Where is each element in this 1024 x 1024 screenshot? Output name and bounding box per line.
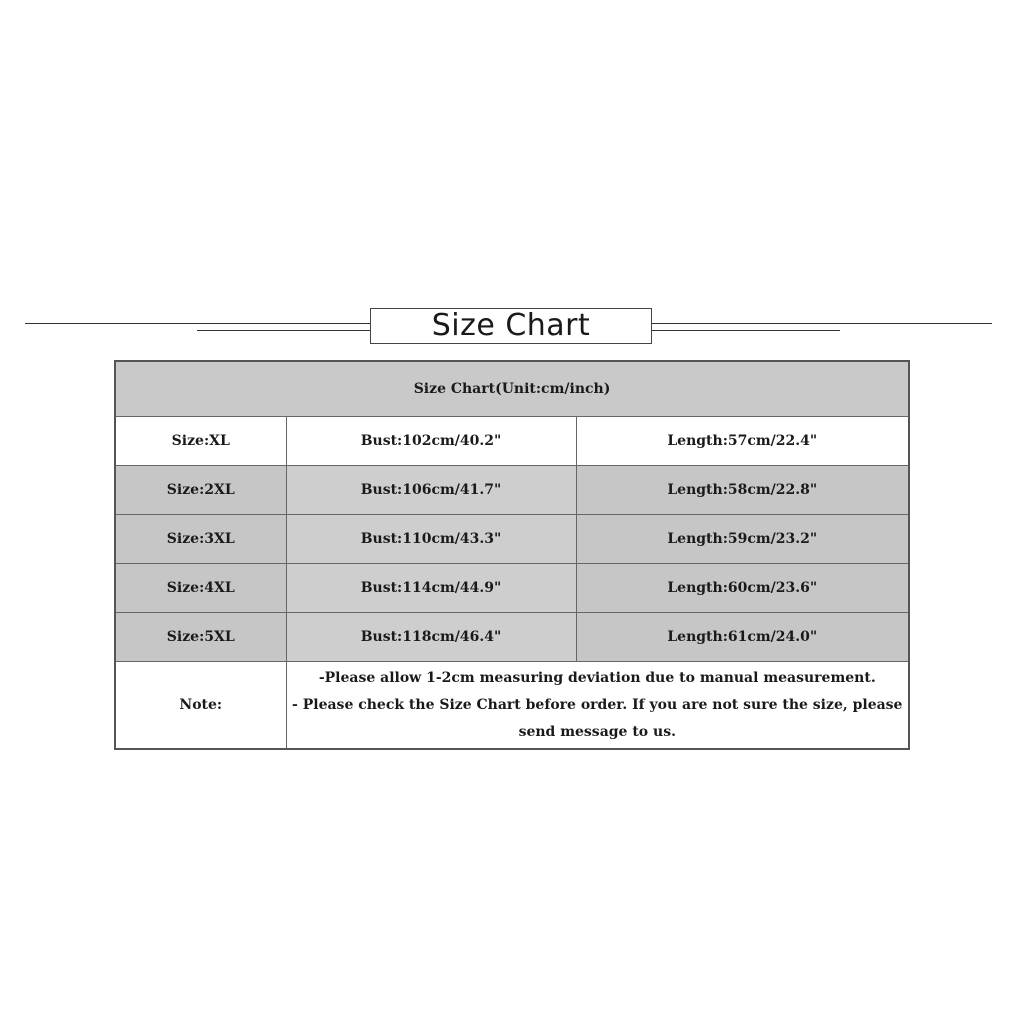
- title-box: [370, 308, 652, 344]
- size-cell: Size:XL: [115, 417, 286, 466]
- size-cell: Size:2XL: [115, 466, 286, 515]
- bust-cell: Bust:102cm/40.2": [286, 417, 576, 466]
- note-line-1: -Please allow 1-2cm measuring deviation due to manual measurement.: [318, 669, 876, 686]
- table-row: [115, 417, 909, 466]
- size-cell: Size:3XL: [115, 515, 286, 564]
- table-row: [115, 613, 909, 662]
- note-line-2: - Please check the Size Chart before order. If you are not sure the size, please send message to us.: [292, 696, 903, 740]
- size-cell: Size:4XL: [115, 564, 286, 613]
- table-row: [115, 466, 909, 515]
- bust-cell: Bust:118cm/46.4": [286, 613, 576, 662]
- note-row: [115, 662, 909, 750]
- length-cell: Length:60cm/23.6": [576, 564, 909, 613]
- bust-cell: Bust:106cm/41.7": [286, 466, 576, 515]
- size-cell: Size:5XL: [115, 613, 286, 662]
- note-content: [286, 662, 909, 750]
- note-label: Note:: [115, 662, 286, 750]
- header-rule-right-inner-2: [650, 330, 840, 331]
- header-rule-left-inner: [197, 323, 373, 324]
- bust-cell: Bust:110cm/43.3": [286, 515, 576, 564]
- bust-cell: Bust:114cm/44.9": [286, 564, 576, 613]
- length-cell: Length:58cm/22.8": [576, 466, 909, 515]
- length-cell: Length:59cm/23.2": [576, 515, 909, 564]
- page-title: Size Chart: [431, 308, 591, 343]
- table-row: [115, 515, 909, 564]
- table-caption-row: [115, 361, 909, 417]
- length-cell: Length:61cm/24.0": [576, 613, 909, 662]
- header-rule-left-inner-2: [197, 330, 373, 331]
- length-cell: Length:57cm/22.4": [576, 417, 909, 466]
- size-table: [114, 360, 910, 750]
- header-rule-right-inner: [650, 323, 840, 324]
- table-caption: Size Chart(Unit:cm/inch): [115, 361, 909, 417]
- table-row: [115, 564, 909, 613]
